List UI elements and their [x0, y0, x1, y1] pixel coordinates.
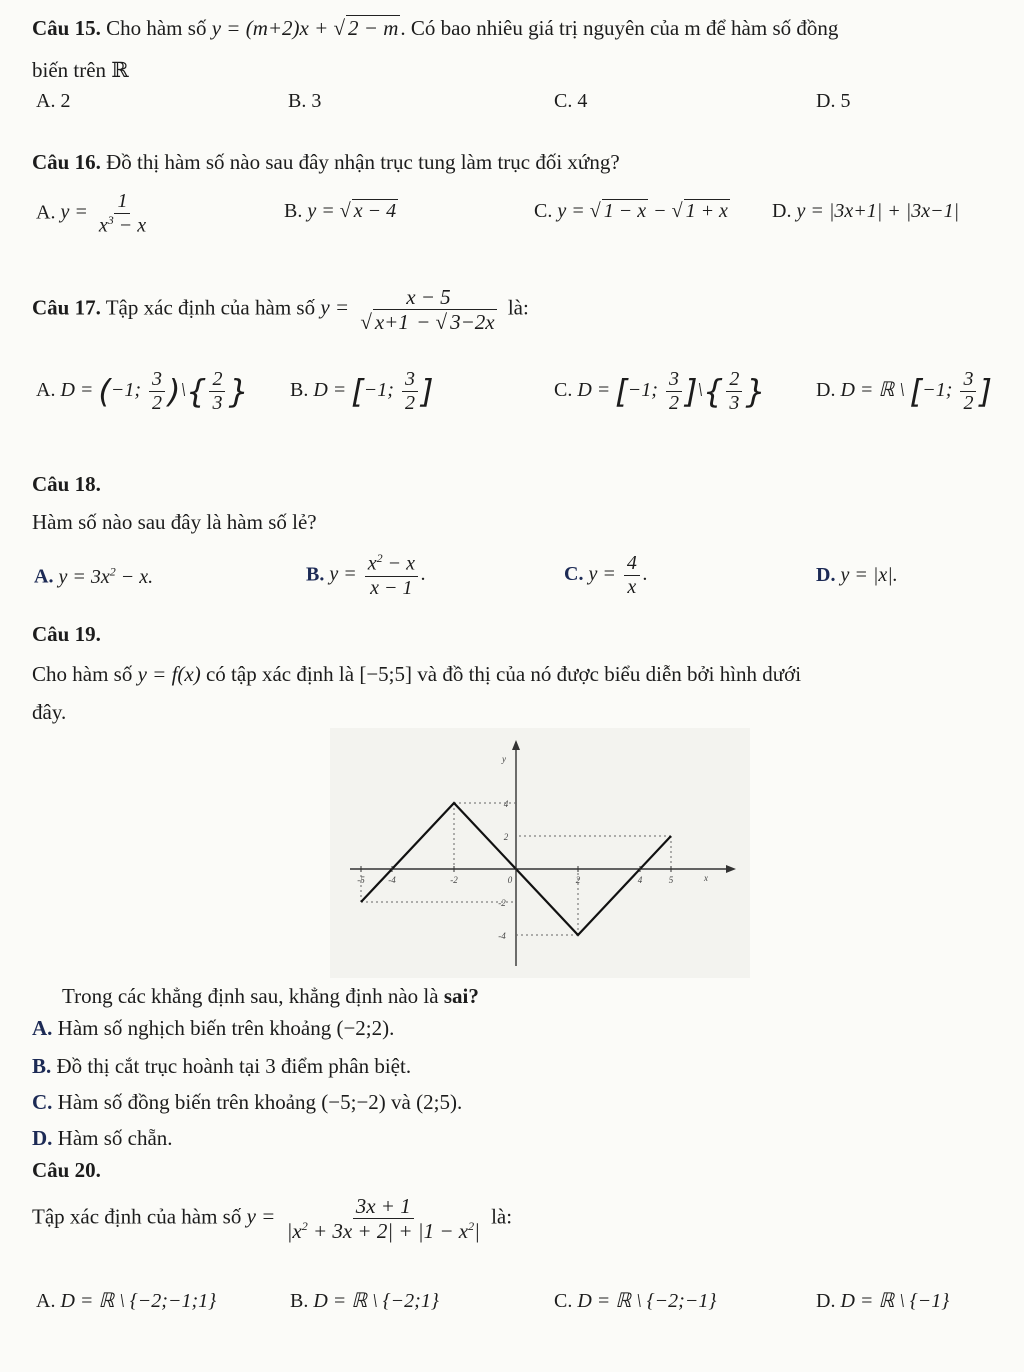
q18-label: Câu 18. — [32, 472, 101, 496]
q17-label: Câu 17. — [32, 295, 101, 320]
q16-option-d-formula: y = |3x+1| + |3x−1| — [796, 200, 960, 222]
tick-label: 4 — [503, 799, 509, 809]
q18-option-d-label: D. — [816, 564, 836, 586]
q19-formula-a: y = f(x) — [137, 662, 201, 686]
q20-line1 — [32, 1194, 512, 1243]
tick-label: x — [704, 873, 708, 883]
q19-formula-b: [−5;5] — [359, 662, 413, 686]
q19-option-c-text: Hàm số đồng biến trên khoảng — [57, 1090, 317, 1114]
q18-option-b[interactable] — [306, 552, 426, 600]
q19-option-c-label: C. — [32, 1090, 53, 1114]
q16-option-c-formula: y = √ 1 − x − √ 1 + x — [557, 200, 728, 222]
q16-option-b-label: B. — [284, 200, 303, 222]
q20-option-d-formula: D = ℝ \ {−1} — [840, 1290, 950, 1312]
q17-text-b: là: — [507, 295, 529, 320]
q19-line1 — [32, 662, 801, 687]
q16-option-b-formula: y = √ x − 4 — [307, 200, 397, 222]
tick-label: y — [502, 754, 506, 764]
q15-option-d[interactable]: D. 5 — [816, 90, 851, 112]
q17-option-d-label: D. — [816, 379, 836, 402]
q16-option-c[interactable] — [534, 200, 730, 223]
tick-label: 0 — [507, 875, 513, 885]
q16-option-d[interactable] — [772, 200, 959, 223]
tick-label: 4 — [637, 875, 643, 885]
q19-option-a-formula: (−2;2). — [336, 1016, 395, 1040]
y-axis-arrow — [512, 740, 520, 750]
q18-option-c-label: C. — [564, 563, 584, 586]
q16-option-a[interactable] — [36, 190, 152, 238]
tick-label: 2 — [503, 832, 509, 842]
q17-option-b[interactable] — [290, 368, 433, 415]
q20-option-d-label: D. — [816, 1290, 836, 1312]
q18-option-a-label: A. — [34, 565, 54, 588]
q15-option-c[interactable]: C. 4 — [554, 90, 588, 112]
q19-text-a: Cho hàm số — [32, 662, 133, 686]
q15-line2: biến trên ℝ — [32, 58, 129, 82]
q18-option-c[interactable] — [564, 552, 648, 599]
q16-option-b[interactable] — [284, 200, 398, 223]
q20-option-a[interactable] — [36, 1288, 216, 1313]
q19-label: Câu 19. — [32, 622, 101, 646]
q19-option-d-label: D. — [32, 1126, 53, 1150]
tick-label: -2 — [450, 875, 458, 885]
q20-option-a-formula: D = ℝ \ {−2;−1;1} — [60, 1290, 217, 1312]
q17-option-c-label: C. — [554, 379, 573, 402]
q16-option-a-formula: y = $\frac{1}{x^3 - x}$ — [60, 190, 147, 237]
q15-option-b[interactable]: B. 3 — [288, 90, 322, 112]
q20-option-c-label: C. — [554, 1290, 573, 1312]
q20-option-d[interactable] — [816, 1288, 949, 1313]
q20-option-a-label: A. — [36, 1290, 56, 1312]
q17-option-c[interactable] — [554, 368, 766, 415]
q19-prompt-bold: sai? — [443, 984, 479, 1008]
q20-label: Câu 20. — [32, 1158, 101, 1182]
tick-label: 5 — [668, 875, 674, 885]
q17-formula: y = $\frac{x - 5}{√ x+1 - √ 3-2x}$ — [320, 285, 495, 335]
q20-text-a: Tập xác định của hàm số — [32, 1204, 242, 1229]
q20-option-b[interactable] — [290, 1288, 439, 1313]
q17-option-b-formula: D = [−1; $\frac{3}{2}$ ] — [313, 368, 434, 414]
q20-option-b-formula: D = ℝ \ {−2;1} — [313, 1290, 439, 1312]
q17-option-a-label: A. — [36, 379, 56, 402]
q18-option-d-formula: y = |x|. — [840, 564, 898, 586]
q19-option-a-text: Hàm số nghịch biến trên khoảng — [57, 1016, 332, 1040]
q16-label: Câu 16. — [32, 150, 101, 174]
function-graph — [330, 728, 750, 978]
q17-option-d[interactable] — [816, 368, 992, 415]
tick-label: -5 — [357, 875, 365, 885]
q15-text-a: Cho hàm số — [106, 16, 207, 40]
q20-option-b-label: B. — [290, 1290, 309, 1312]
q17-option-b-label: B. — [290, 379, 309, 402]
q18-text: Hàm số nào sau đây là hàm số lẻ? — [32, 510, 317, 534]
q18-option-a-formula: $y = 3x^2 - x$. — [58, 564, 154, 588]
q19-option-d-text: Hàm số chẵn. — [57, 1126, 173, 1150]
q18-option-d[interactable] — [816, 564, 898, 587]
tick-label: -4 — [498, 931, 506, 941]
q19-line2: đây. — [32, 700, 67, 724]
q20-formula: y = $\frac{3x + 1}{|x^2 + 3x + 2| + |1 - x^2|}$ — [246, 1194, 480, 1244]
q17-line1 — [32, 285, 529, 334]
q19-text-c: và đồ thị của nó được biểu diễn bởi hình dưới — [417, 662, 802, 686]
q19-option-a[interactable] — [32, 1016, 394, 1041]
q19-option-a-label: A. — [32, 1016, 53, 1040]
q20-option-c[interactable] — [554, 1288, 716, 1313]
q15-line1 — [32, 16, 838, 41]
q17-option-c-formula: D = [−1; $\frac{3}{2}$ ]\{ $\frac{2}{3}$ } — [577, 368, 766, 414]
q18-option-b-label: B. — [306, 563, 325, 586]
tick-label: 2 — [575, 875, 581, 885]
q16-option-d-label: D. — [772, 200, 792, 222]
q19-text-b: có tập xác định là — [205, 662, 355, 686]
q16-option-c-label: C. — [534, 200, 553, 222]
q19-option-b-text: Đồ thị cắt trục hoành tại 3 điểm phân biệt. — [56, 1054, 412, 1078]
q19-option-d[interactable] — [32, 1126, 173, 1151]
x-axis-arrow — [726, 865, 736, 873]
q19-prompt-line — [62, 984, 479, 1009]
tick-label: -2 — [498, 898, 506, 908]
q17-option-a[interactable] — [36, 368, 249, 415]
q16-line1 — [32, 150, 620, 175]
q18-option-a[interactable] — [34, 564, 153, 589]
q19-prompt: Trong các khẳng định sau, khẳng định nào là — [62, 984, 439, 1008]
q19-option-b[interactable] — [32, 1054, 411, 1079]
q17-option-a-formula: D = (−1; $\frac{3}{2}$ )\{ $\frac{2}{3}$ } — [60, 368, 249, 414]
q20-text-b: là: — [491, 1204, 513, 1229]
q20-option-c-formula: D = ℝ \ {−2;−1} — [577, 1290, 717, 1312]
q17-text-a: Tập xác định của hàm số — [105, 295, 316, 320]
q15-option-a[interactable]: A. 2 — [36, 90, 71, 112]
q19-option-c-formula: (−5;−2) và (2;5). — [321, 1090, 463, 1114]
q15-formula: y = (m+2)x + √ 2 − m — [211, 16, 399, 40]
tick-label: -4 — [388, 875, 396, 885]
q15-label: Câu 15. — [32, 16, 101, 40]
q18-option-b-formula: y = $\frac{x^2 - x}{x - 1}$ . — [329, 551, 426, 599]
q15-text-b: . Có bao nhiêu giá trị nguyên của m để hàm số đồng — [400, 16, 839, 40]
q18-option-c-formula: y = $\frac{4}{x}$ . — [588, 552, 648, 598]
q17-option-d-formula: D = ℝ \ [−1; $\frac{3}{2}$ ] — [840, 368, 992, 414]
q16-option-a-label: A. — [36, 201, 56, 224]
q16-text: Đồ thị hàm số nào sau đây nhận trục tung làm trục đối xứng? — [106, 150, 620, 174]
q19-option-b-label: B. — [32, 1054, 52, 1078]
q19-option-c[interactable] — [32, 1090, 462, 1115]
